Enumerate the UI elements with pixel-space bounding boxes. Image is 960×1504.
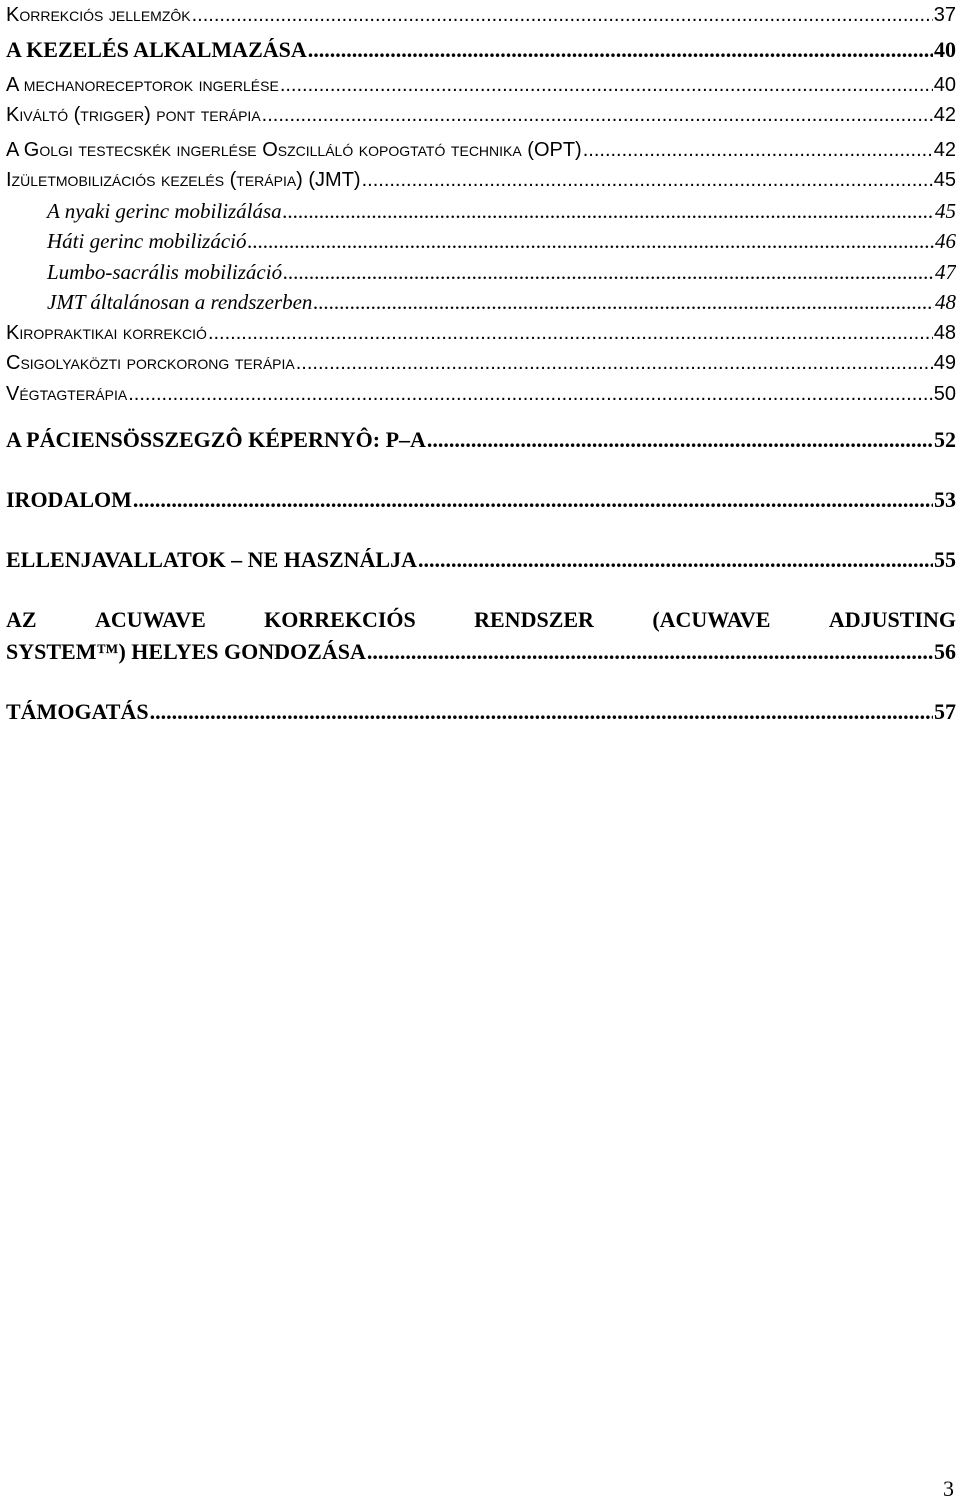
- toc-entry-title: A Golgi testecskék ingerlése Oszcilláló kopogtató technika (OPT): [6, 138, 582, 161]
- toc-entry-page: 52: [934, 427, 956, 452]
- toc-entry[interactable]: [6, 318, 956, 349]
- toc-entry-title-line1: [6, 604, 956, 636]
- toc-entry[interactable]: [6, 0, 956, 31]
- toc-leader-dots: [418, 544, 933, 576]
- toc-entry-page: 57: [934, 699, 956, 724]
- toc-entry[interactable]: [6, 135, 956, 166]
- toc-entry-title: A nyaki gerinc mobilizálása: [47, 198, 282, 223]
- toc-entry-page: 49: [933, 352, 956, 374]
- toc-entry-title: JMT általánosan a rendszerben: [47, 290, 313, 314]
- toc-leader-dots: [427, 424, 933, 456]
- toc-entry-title: Lumbo-sacrális mobilizáció: [47, 259, 283, 284]
- toc-entry-page: 56: [934, 639, 956, 664]
- toc-leader-dots: [247, 226, 934, 257]
- word: ACUWAVE: [94, 607, 206, 632]
- toc-leader-dots: [308, 34, 933, 66]
- toc-entry-title: IRODALOM: [6, 487, 132, 512]
- toc-entry-page: 45: [935, 198, 956, 223]
- toc-leader-dots: [133, 484, 933, 516]
- toc-entry-title: ELLENJAVALLATOK – NE HASZNÁLJA: [6, 547, 417, 572]
- toc-leader-dots: [208, 318, 933, 349]
- toc-entry[interactable]: [6, 34, 956, 66]
- toc-entry-page: 42: [933, 104, 956, 126]
- toc-entry-major[interactable]: [6, 696, 956, 728]
- word: (ACUWAVE: [652, 607, 771, 632]
- toc-entry-major[interactable]: [6, 484, 956, 516]
- toc-entry-page: 48: [933, 321, 956, 344]
- toc-entry[interactable]: [6, 100, 956, 131]
- toc-leader-dots: [283, 257, 934, 288]
- toc-entry-title: Korrekciós jellemzôk: [6, 4, 191, 26]
- toc-entry-page: 55: [934, 547, 956, 572]
- toc-entry-page: 53: [934, 487, 956, 512]
- toc-entry-page: 47: [935, 259, 956, 284]
- toc-subentry[interactable]: [6, 257, 956, 288]
- toc-entry-title: Kiropraktikai korrekció: [6, 321, 207, 344]
- toc-entry-page: 40: [934, 36, 956, 62]
- toc-leader-dots: [362, 165, 933, 196]
- toc-entry-page: 46: [935, 229, 956, 253]
- toc-entry-title: A KEZELÉS ALKALMAZÁSA: [6, 36, 307, 62]
- toc-entry-page: 40: [933, 73, 956, 96]
- toc-entry-title-line2: [6, 636, 956, 668]
- toc-leader-dots: [283, 196, 934, 227]
- toc-entry-page: 48: [935, 290, 956, 314]
- toc-entry[interactable]: [6, 70, 956, 101]
- toc-entry[interactable]: [6, 379, 956, 410]
- toc-entry-title: TÁMOGATÁS: [6, 699, 149, 724]
- toc-entry-title: Kiváltó (trigger) pont terápia: [6, 104, 261, 126]
- toc-entry-title: Izületmobilizációs kezelés (terápia) (JMT): [6, 169, 361, 191]
- toc-entry-title: Csigolyaközti porckorong terápia: [6, 352, 295, 374]
- toc-entry-major-care[interactable]: [6, 604, 956, 668]
- toc-entry-title: A PÁCIENSÖSSZEGZÔ KÉPERNYÔ: P–A: [6, 427, 426, 452]
- toc-entry-major[interactable]: [6, 424, 956, 456]
- toc-leader-dots: [583, 135, 933, 166]
- toc-entry-page: 45: [933, 169, 956, 191]
- toc-leader-dots: [128, 379, 933, 410]
- toc-leader-dots: [192, 0, 933, 31]
- toc-leader-dots: [296, 348, 933, 379]
- toc-entry-title: Háti gerinc mobilizáció: [47, 229, 247, 253]
- toc-entry[interactable]: [6, 348, 956, 379]
- toc-leader-dots: [262, 100, 933, 131]
- toc-leader-dots: [313, 287, 934, 318]
- toc-entry[interactable]: [6, 165, 956, 196]
- toc-entry-page: 37: [933, 4, 956, 26]
- toc-entry-page: 42: [933, 138, 956, 161]
- toc-subentry[interactable]: [6, 226, 956, 257]
- toc-subentry[interactable]: [6, 287, 956, 318]
- toc-leader-dots: [367, 636, 933, 668]
- toc-leader-dots: [150, 696, 933, 728]
- table-of-contents: [6, 0, 956, 728]
- word: RENDSZER: [474, 607, 594, 632]
- word: KORREKCIÓS: [264, 607, 416, 632]
- toc-entry-major[interactable]: [6, 544, 956, 576]
- toc-entry-title: SYSTEM™) HELYES GONDOZÁSA: [6, 639, 366, 664]
- toc-entry-page: 50: [933, 382, 956, 405]
- page-number: 3: [943, 1476, 954, 1501]
- toc-subentry[interactable]: [6, 196, 956, 227]
- toc-entry-title: A mechanoreceptorok ingerlése: [6, 73, 279, 96]
- toc-entry-title: Végtagterápia: [6, 382, 128, 405]
- word: AZ: [6, 607, 37, 632]
- word: ADJUSTING: [828, 607, 956, 632]
- toc-leader-dots: [280, 70, 933, 101]
